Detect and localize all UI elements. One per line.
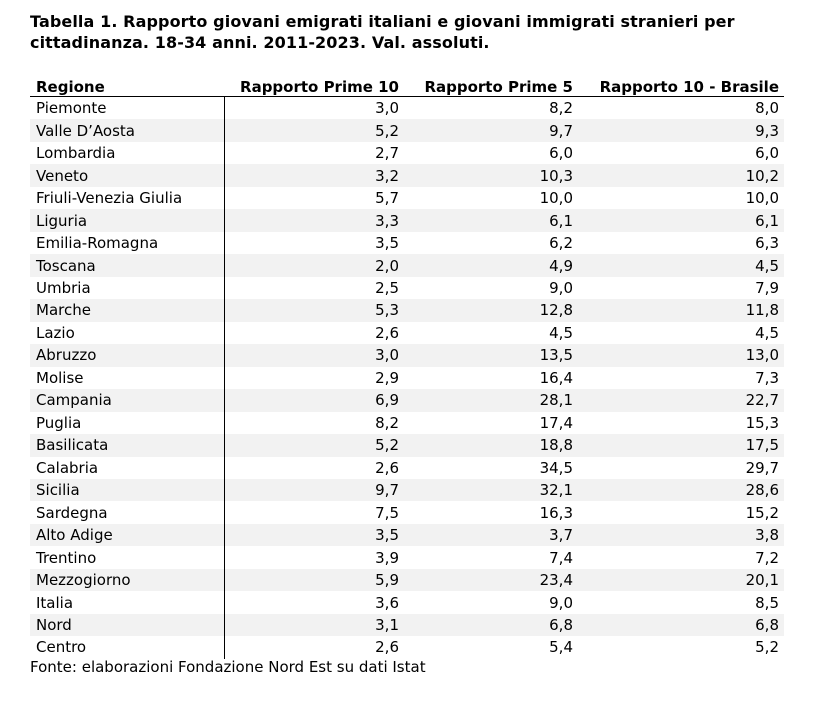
table-row: [30, 636, 784, 658]
cell-rapporto-10-brasile: 8,5: [578, 591, 784, 613]
cell-rapporto-10-brasile: 6,1: [578, 209, 784, 231]
cell-rapporto-10-brasile: 5,2: [578, 636, 784, 658]
cell-rapporto-10-brasile: 8,0: [578, 97, 784, 120]
cell-rapporto-10-brasile: 20,1: [578, 569, 784, 591]
cell-regione: Sardegna: [30, 501, 224, 523]
cell-rapporto-10-brasile: 6,8: [578, 614, 784, 636]
cell-rapporto-prime-5: 8,2: [404, 97, 578, 120]
cell-rapporto-10-brasile: 29,7: [578, 457, 784, 479]
table-row: [30, 457, 784, 479]
cell-rapporto-prime-5: 6,1: [404, 209, 578, 231]
column-header-rapporto-prime-5: Rapporto Prime 5: [404, 73, 578, 97]
cell-rapporto-prime-10: 3,9: [224, 546, 404, 568]
cell-rapporto-prime-5: 6,8: [404, 614, 578, 636]
cell-rapporto-prime-10: 2,7: [224, 142, 404, 164]
cell-regione: Calabria: [30, 457, 224, 479]
column-header-regione: Regione: [30, 73, 224, 97]
cell-rapporto-prime-10: 8,2: [224, 412, 404, 434]
cell-rapporto-prime-5: 6,0: [404, 142, 578, 164]
cell-regione: Friuli-Venezia Giulia: [30, 187, 224, 209]
cell-rapporto-prime-10: 2,5: [224, 277, 404, 299]
cell-rapporto-prime-5: 16,3: [404, 501, 578, 523]
table-body: [30, 97, 784, 659]
cell-rapporto-prime-10: 5,2: [224, 434, 404, 456]
cell-rapporto-prime-10: 3,5: [224, 524, 404, 546]
column-header-rapporto-10-brasile: Rapporto 10 - Brasile: [578, 73, 784, 97]
cell-regione: Marche: [30, 299, 224, 321]
cell-rapporto-prime-5: 9,7: [404, 119, 578, 141]
cell-regione: Alto Adige: [30, 524, 224, 546]
cell-regione: Liguria: [30, 209, 224, 231]
cell-rapporto-prime-5: 17,4: [404, 412, 578, 434]
cell-regione: Puglia: [30, 412, 224, 434]
header-row: [30, 73, 784, 97]
table-row: [30, 614, 784, 636]
cell-rapporto-prime-5: 9,0: [404, 591, 578, 613]
data-table: [30, 73, 784, 659]
cell-regione: Emilia-Romagna: [30, 232, 224, 254]
cell-regione: Trentino: [30, 546, 224, 568]
cell-rapporto-prime-10: 5,7: [224, 187, 404, 209]
cell-rapporto-10-brasile: 9,3: [578, 119, 784, 141]
cell-rapporto-prime-5: 10,0: [404, 187, 578, 209]
table-row: [30, 591, 784, 613]
cell-rapporto-prime-5: 13,5: [404, 344, 578, 366]
cell-rapporto-prime-5: 23,4: [404, 569, 578, 591]
table-row: [30, 299, 784, 321]
cell-regione: Veneto: [30, 164, 224, 186]
cell-rapporto-10-brasile: 4,5: [578, 322, 784, 344]
cell-rapporto-10-brasile: 15,3: [578, 412, 784, 434]
table-row: [30, 164, 784, 186]
table-row: [30, 187, 784, 209]
cell-regione: Centro: [30, 636, 224, 658]
cell-rapporto-prime-5: 5,4: [404, 636, 578, 658]
cell-regione: Piemonte: [30, 97, 224, 120]
cell-rapporto-prime-10: 5,9: [224, 569, 404, 591]
table-row: [30, 524, 784, 546]
cell-rapporto-prime-10: 5,2: [224, 119, 404, 141]
cell-rapporto-prime-10: 3,1: [224, 614, 404, 636]
table-row: [30, 412, 784, 434]
cell-rapporto-10-brasile: 13,0: [578, 344, 784, 366]
cell-rapporto-prime-5: 4,9: [404, 254, 578, 276]
table-row: [30, 501, 784, 523]
table-row: [30, 344, 784, 366]
cell-rapporto-10-brasile: 10,0: [578, 187, 784, 209]
cell-rapporto-prime-10: 3,2: [224, 164, 404, 186]
cell-rapporto-prime-10: 2,6: [224, 636, 404, 658]
cell-rapporto-prime-10: 9,7: [224, 479, 404, 501]
cell-rapporto-10-brasile: 6,0: [578, 142, 784, 164]
cell-regione: Valle D’Aosta: [30, 119, 224, 141]
table-row: [30, 367, 784, 389]
cell-rapporto-10-brasile: 7,3: [578, 367, 784, 389]
cell-rapporto-prime-5: 18,8: [404, 434, 578, 456]
cell-rapporto-prime-10: 2,9: [224, 367, 404, 389]
cell-regione: Lazio: [30, 322, 224, 344]
cell-regione: Lombardia: [30, 142, 224, 164]
cell-rapporto-prime-10: 5,3: [224, 299, 404, 321]
cell-regione: Mezzogiorno: [30, 569, 224, 591]
cell-rapporto-10-brasile: 7,2: [578, 546, 784, 568]
cell-rapporto-10-brasile: 28,6: [578, 479, 784, 501]
cell-regione: Toscana: [30, 254, 224, 276]
table-row: [30, 209, 784, 231]
cell-regione: Nord: [30, 614, 224, 636]
cell-rapporto-prime-5: 3,7: [404, 524, 578, 546]
cell-rapporto-prime-5: 9,0: [404, 277, 578, 299]
cell-rapporto-10-brasile: 4,5: [578, 254, 784, 276]
cell-rapporto-prime-10: 3,0: [224, 97, 404, 120]
cell-rapporto-prime-10: 2,0: [224, 254, 404, 276]
table-row: [30, 322, 784, 344]
cell-rapporto-prime-5: 28,1: [404, 389, 578, 411]
table-row: [30, 546, 784, 568]
cell-rapporto-prime-10: 2,6: [224, 322, 404, 344]
cell-rapporto-prime-10: 3,3: [224, 209, 404, 231]
cell-rapporto-prime-5: 6,2: [404, 232, 578, 254]
cell-rapporto-10-brasile: 10,2: [578, 164, 784, 186]
table-row: [30, 254, 784, 276]
cell-rapporto-prime-5: 16,4: [404, 367, 578, 389]
cell-regione: Sicilia: [30, 479, 224, 501]
table-title: Tabella 1. Rapporto giovani emigrati italiani e giovani immigrati stranieri per cittadinanza. 18-34 anni. 2011-2023. Val. assoluti.: [30, 12, 735, 52]
cell-rapporto-10-brasile: 15,2: [578, 501, 784, 523]
cell-rapporto-10-brasile: 3,8: [578, 524, 784, 546]
cell-rapporto-10-brasile: 6,3: [578, 232, 784, 254]
table-row: [30, 232, 784, 254]
cell-rapporto-prime-10: 7,5: [224, 501, 404, 523]
cell-rapporto-prime-5: 7,4: [404, 546, 578, 568]
column-header-rapporto-prime-10: Rapporto Prime 10: [224, 73, 404, 97]
cell-rapporto-10-brasile: 7,9: [578, 277, 784, 299]
cell-rapporto-10-brasile: 17,5: [578, 434, 784, 456]
cell-regione: Campania: [30, 389, 224, 411]
table-row: [30, 97, 784, 120]
source-note: Fonte: elaborazioni Fondazione Nord Est su dati Istat: [30, 658, 426, 676]
cell-rapporto-prime-5: 12,8: [404, 299, 578, 321]
table-row: [30, 434, 784, 456]
cell-regione: Umbria: [30, 277, 224, 299]
cell-rapporto-prime-5: 4,5: [404, 322, 578, 344]
cell-rapporto-prime-5: 32,1: [404, 479, 578, 501]
cell-rapporto-prime-5: 34,5: [404, 457, 578, 479]
table-row: [30, 479, 784, 501]
table-row: [30, 569, 784, 591]
cell-regione: Abruzzo: [30, 344, 224, 366]
cell-rapporto-10-brasile: 22,7: [578, 389, 784, 411]
cell-regione: Molise: [30, 367, 224, 389]
cell-rapporto-prime-5: 10,3: [404, 164, 578, 186]
table-row: [30, 389, 784, 411]
cell-rapporto-prime-10: 2,6: [224, 457, 404, 479]
cell-rapporto-prime-10: 6,9: [224, 389, 404, 411]
table-row: [30, 277, 784, 299]
cell-rapporto-prime-10: 3,0: [224, 344, 404, 366]
table-row: [30, 142, 784, 164]
table-row: [30, 119, 784, 141]
cell-rapporto-prime-10: 3,5: [224, 232, 404, 254]
cell-rapporto-prime-10: 3,6: [224, 591, 404, 613]
cell-rapporto-10-brasile: 11,8: [578, 299, 784, 321]
cell-regione: Basilicata: [30, 434, 224, 456]
cell-regione: Italia: [30, 591, 224, 613]
